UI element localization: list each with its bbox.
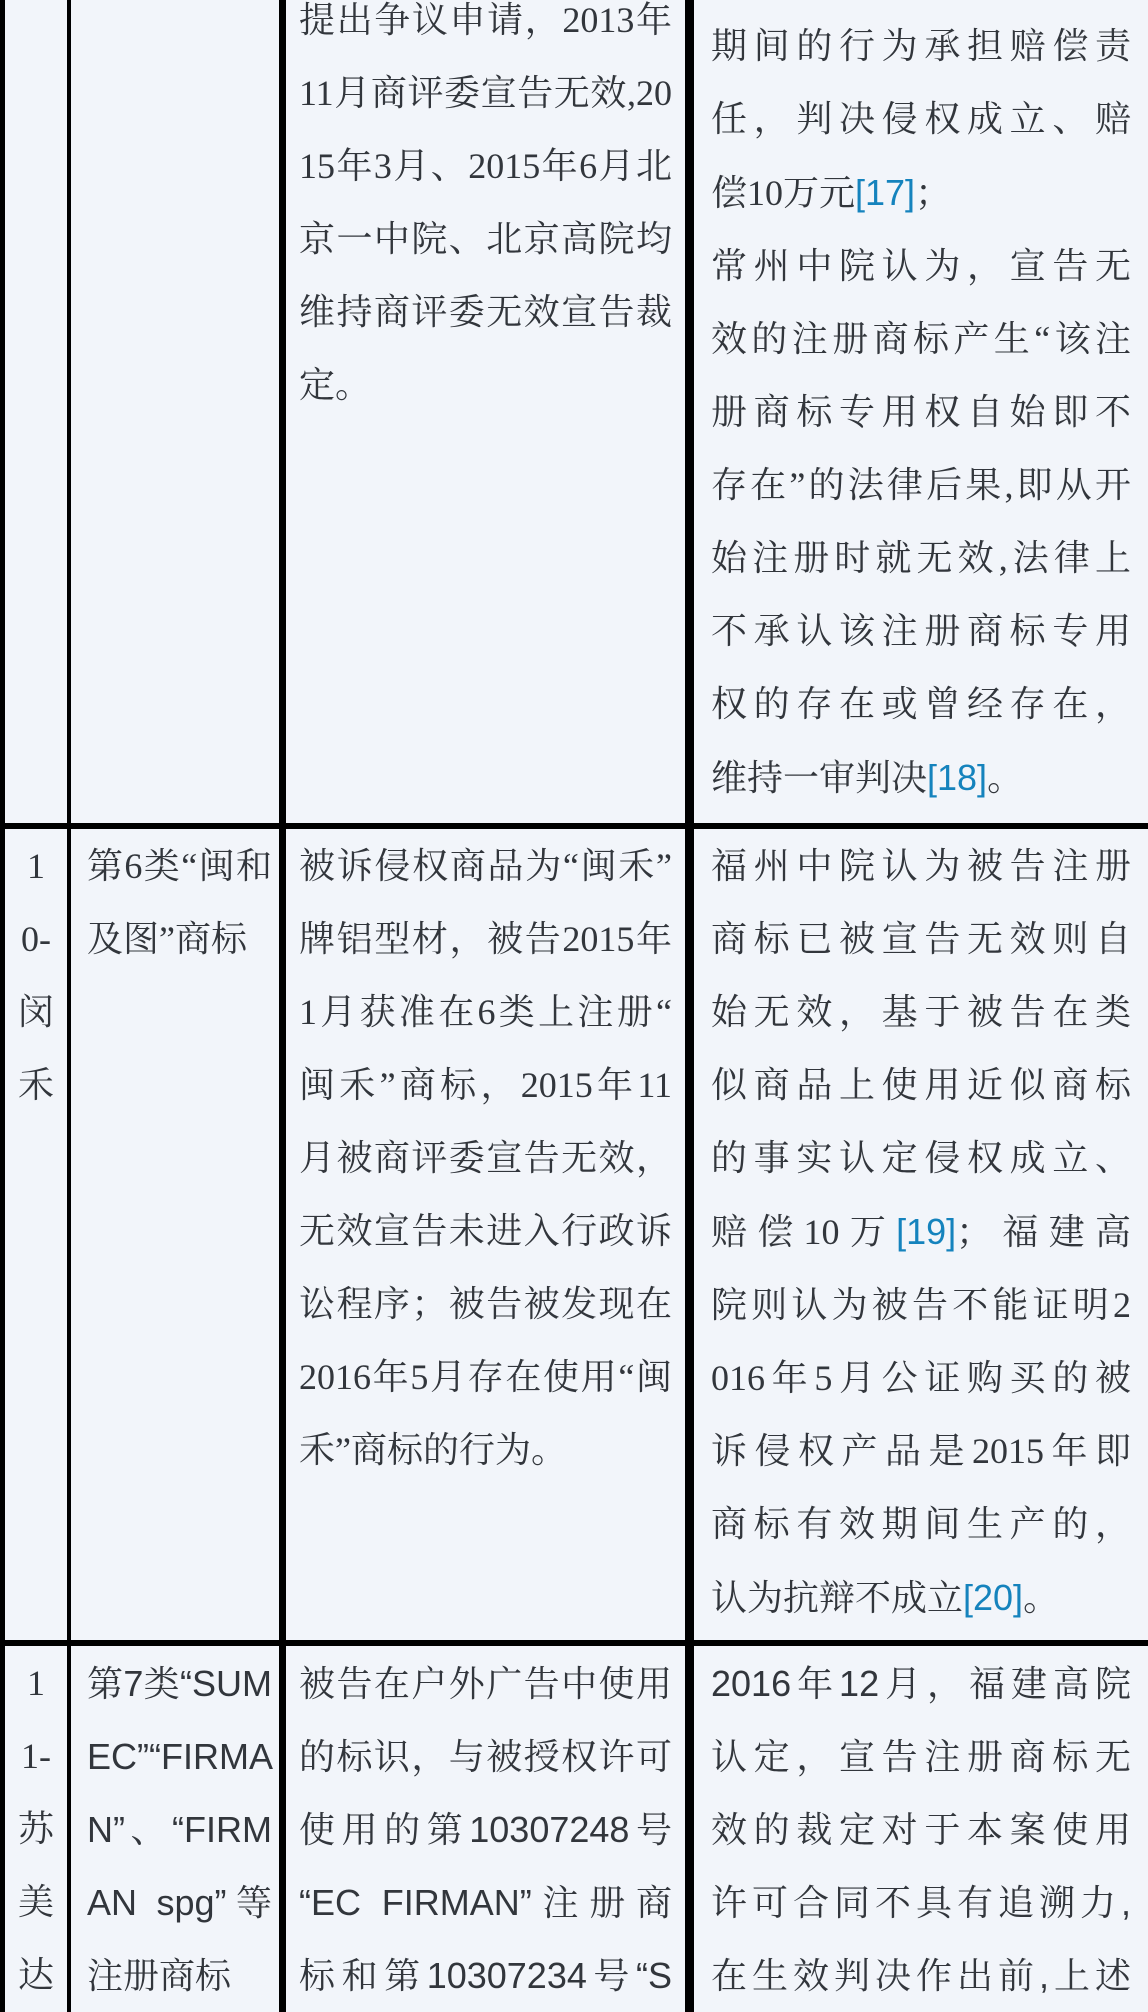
text-line: 期间的行为承担赔偿责 <box>711 26 1131 66</box>
trademark-cell <box>71 1646 286 2012</box>
text-line: 1月获准在6类上注册“ <box>299 991 672 1032</box>
text-line: 诉侵权产品是2015年即 <box>711 1430 1131 1471</box>
text-line: 赔偿10万[19]；福建高 <box>711 1210 1131 1252</box>
citation-link[interactable]: [20] <box>963 1576 1024 1618</box>
text-line: 1- <box>21 1736 51 1776</box>
case-id-cell <box>5 0 71 823</box>
text-line: 定。 <box>299 365 372 405</box>
table-row <box>5 0 1148 829</box>
text-line: “EC FIRMAN”注册商 <box>299 1882 672 1923</box>
text-line: 认定，宣告注册商标无 <box>711 1736 1131 1777</box>
text-line: 被诉侵权商品为“闽禾” <box>299 845 672 886</box>
text-line: 似商品上使用近似商标 <box>711 1064 1131 1105</box>
text-line: 的事实认定侵权成立、 <box>711 1137 1131 1178</box>
text-line: 效的裁定对于本案使用 <box>711 1809 1131 1850</box>
text-line: 2016年5月存在使用“闽 <box>299 1356 672 1397</box>
text-line: 11月商评委宣告无效,20 <box>299 73 672 113</box>
citation-link[interactable]: [18] <box>927 757 988 798</box>
text-line: 0- <box>21 918 51 959</box>
text-line: 1 <box>27 1663 45 1703</box>
table-row <box>5 829 1148 1646</box>
text-line: 无效宣告未进入行政诉 <box>299 1210 672 1251</box>
citation-link[interactable]: [17] <box>855 172 916 213</box>
text-line: 商标已被宣告无效则自 <box>711 918 1131 959</box>
text-line: 牌铝型材，被告2015年 <box>299 918 672 959</box>
text-line: 效的注册商标产生“该注 <box>711 319 1131 359</box>
trademark-cell <box>71 0 286 823</box>
text-line: 016年5月公证购买的被 <box>711 1357 1131 1398</box>
text-line: 被告在户外广告中使用 <box>299 1663 672 1704</box>
court-ruling-cell <box>694 829 1148 1640</box>
case-id-cell <box>5 1646 71 2012</box>
text-line: 15年3月、2015年6月北 <box>299 146 672 186</box>
text-line: 美 <box>17 1882 54 1922</box>
case-facts-cell <box>286 829 694 1640</box>
text-line: N”、“FIRM <box>87 1809 272 1850</box>
text-line: 1 <box>27 845 45 886</box>
text-line: 第7类“SUM <box>87 1663 272 1704</box>
text-line: 维持一审判决[18]。 <box>711 757 1024 798</box>
court-ruling-cell <box>694 0 1148 823</box>
text-line: 偿10万元[17]； <box>711 172 952 213</box>
text-line: 册商标专用权自始即不 <box>711 392 1131 432</box>
text-line: 认为抗辩不成立[20]。 <box>711 1576 1060 1618</box>
text-line: EC”“FIRMA <box>87 1736 273 1777</box>
text-line: 在生效判决作出前,上述 <box>711 1955 1131 1996</box>
text-line: 标和第10307234号“S <box>299 1955 672 1996</box>
case-id-cell <box>5 829 71 1640</box>
text-line: 权的存在或曾经存在， <box>711 684 1131 724</box>
text-line: 的标识，与被授权许可 <box>299 1736 672 1777</box>
text-line: 京一中院、北京高院均 <box>299 219 672 259</box>
text-line: 闽禾”商标，2015年11 <box>299 1064 672 1105</box>
text-line: 不承认该注册商标专用 <box>711 611 1131 651</box>
text-line: 存在”的法律后果,即从开 <box>711 465 1131 505</box>
text-line: 始注册时就无效,法律上 <box>711 538 1131 578</box>
trademark-cell <box>71 829 286 1640</box>
court-ruling-cell <box>694 1646 1148 2012</box>
text-line: 第6类“闽和 <box>87 845 272 886</box>
text-line: 达 <box>17 1955 54 1995</box>
case-facts-cell <box>286 1646 694 2012</box>
case-facts-cell <box>286 0 694 823</box>
text-line: 禾”商标的行为。 <box>299 1429 567 1470</box>
text-line: 福州中院认为被告注册 <box>711 845 1131 886</box>
table-row <box>5 1646 1148 2012</box>
text-line: 讼程序；被告被发现在 <box>299 1283 672 1324</box>
text-line: 2016年12月，福建高院 <box>711 1663 1131 1704</box>
text-line: 商标有效期间生产的， <box>711 1503 1131 1544</box>
text-line: 始无效，基于被告在类 <box>711 991 1131 1032</box>
text-line: 月被商评委宣告无效， <box>299 1137 672 1178</box>
text-line: 许可合同不具有追溯力, <box>711 1882 1131 1923</box>
text-line: 维持商评委无效宣告裁 <box>299 292 672 332</box>
text-line: 苏 <box>17 1809 54 1849</box>
text-line: 常州中院认为，宣告无 <box>711 246 1131 286</box>
text-line: 使用的第10307248号 <box>299 1809 672 1850</box>
citation-link[interactable]: [19] <box>896 1210 957 1252</box>
text-line: 及图”商标 <box>87 918 247 959</box>
text-line: 提出争议申请，2013年 <box>299 0 672 40</box>
text-line: 注册商标 <box>87 1955 232 1996</box>
text-line: 禾 <box>17 1064 54 1105</box>
text-line: 闵 <box>17 991 54 1032</box>
text-line: 任，判决侵权成立、赔 <box>711 99 1131 139</box>
text-line: AN spg”等 <box>87 1882 272 1923</box>
text-line: 院则认为被告不能证明2 <box>711 1284 1131 1325</box>
